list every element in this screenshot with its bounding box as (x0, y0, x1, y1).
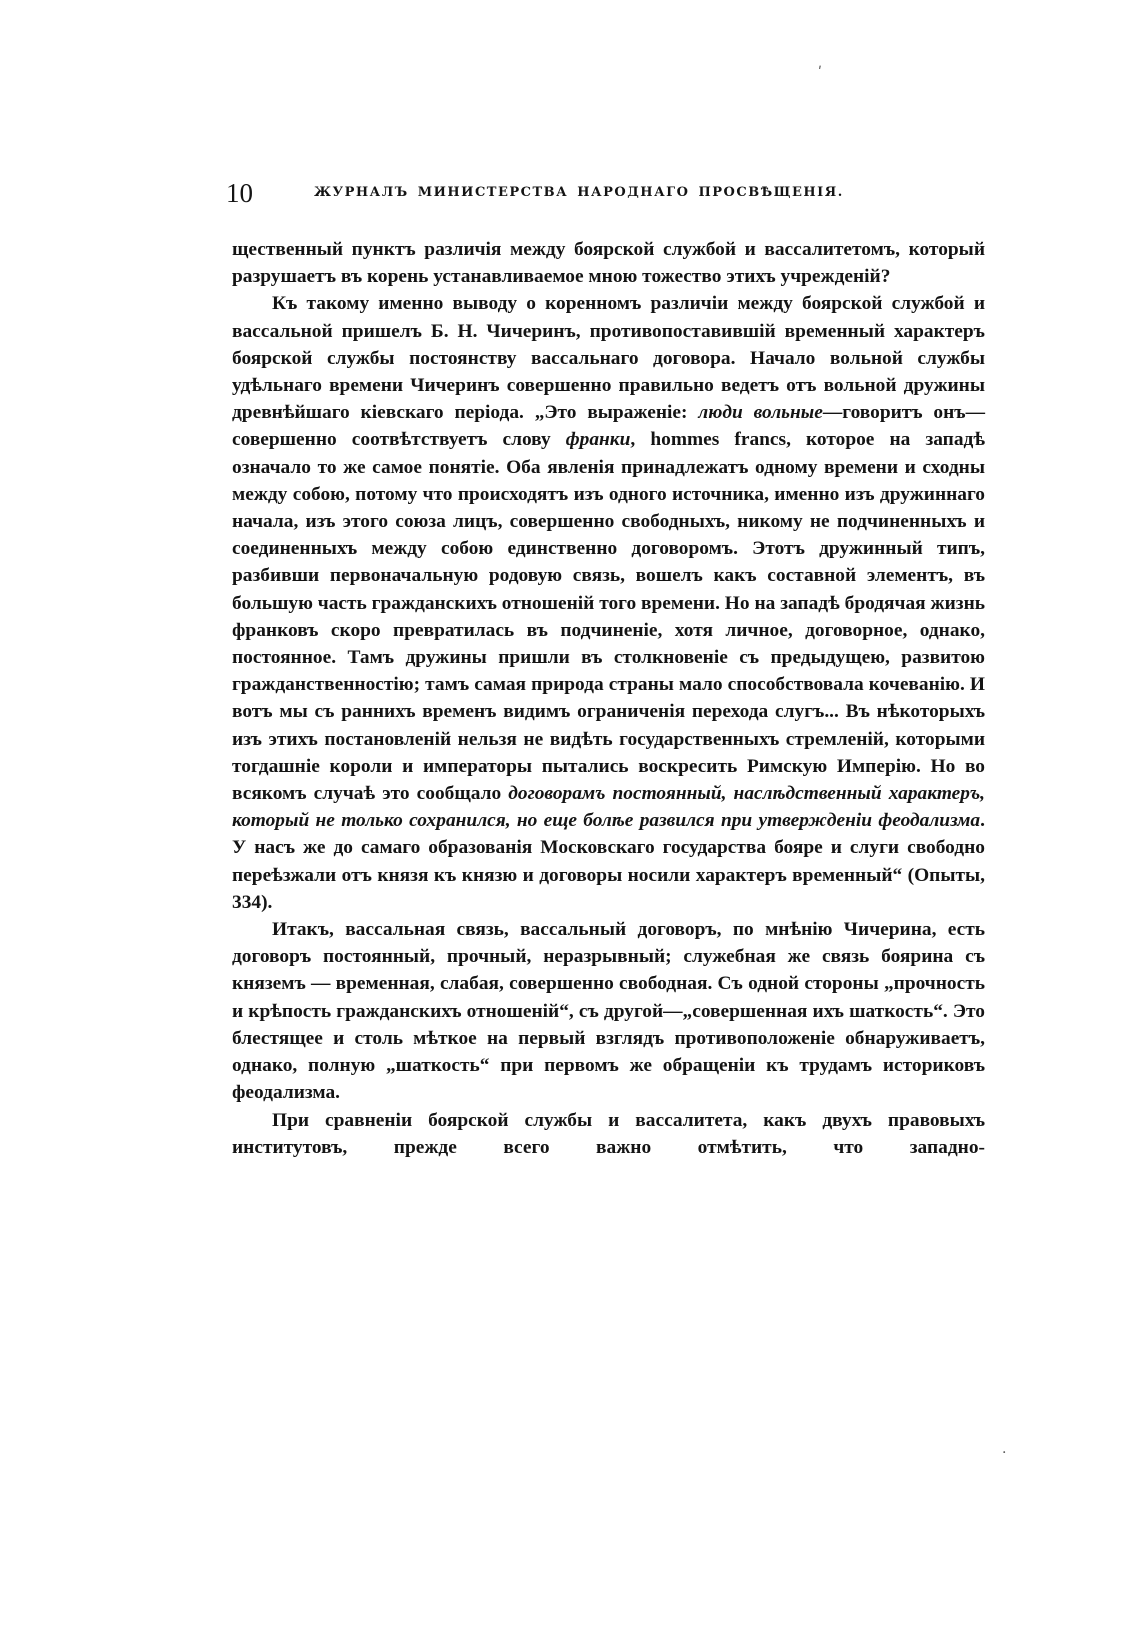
italic-passage-contracts: договорамъ постоянный, наслѣдственный характеръ, который не только сохранился, но еще болѣе развился при утвержденіи феодализма (232, 783, 986, 832)
paragraph-3: Итакъ, вассальная связь, вассальный договоръ, по мнѣнію Чичерина, есть договоръ постоянный, прочный, неразрывный; служебная же связь боярина съ княземъ — временная, слабая, совершенно свободная. Съ одной стороны „прочность и крѣпость гражданскихъ отношеній“, съ другой—„совершенная ихъ шаткость“. Это блестящее и столь мѣткое на первый взглядъ противоположеніе обнаруживаетъ, однако, полную „шаткость“ при первомъ же обращеніи къ трудамъ историковъ феодализма. (232, 919, 985, 1104)
paragraph-2-text-1: Къ такому именно выводу о коренномъ различіи между боярской службой и вассальной пришелъ Б. Н. Чичеринъ, противопоставившій временный характеръ боярской службы постоянству вассальнаго договора. Начало вольной службы удѣльнаго времени Чичеринъ совершенно правильно ведетъ отъ вольной дружины древнѣйшаго кіевскаго періода. „Это выраженіе: (232, 293, 985, 424)
paragraph-4: При сравненіи боярской службы и вассалитета, какъ двухъ правовыхъ институтовъ, прежде всего важно отмѣтить, что западно- (232, 1109, 985, 1158)
paragraph-1: щественный пунктъ различія между боярской службой и вассалитетомъ, который разрушаетъ въ корень устанавливаемое мною тожество этихъ учрежденій? (232, 239, 985, 288)
page-header (226, 176, 992, 210)
scan-speck: · (1002, 1445, 1007, 1461)
paragraph-2-text-2: —говоритъ онъ—совершенно соотвѣтствуетъ слову (232, 402, 985, 451)
paragraph-2 (232, 290, 985, 916)
italic-phrase-people-free: люди вольные (698, 402, 823, 424)
italic-word-franks: франки (565, 429, 631, 451)
paragraph-2-text-3: , hommes francs, которое на западѣ означало то же самое понятіе. Оба явленія принадлежатъ одному времени и сходны между собою, потому что происходятъ изъ одного источника, именно изъ дружиннаго начала, изъ этого союза лицъ, совершенно свободныхъ, никому не подчиненныхъ и соединенныхъ между собою единственно договоромъ. Этотъ дружинный типъ, разбивши первоначальную родовую связь, вошелъ какъ составной элементъ, въ большую часть гражданскихъ отношеній того времени. Но на западѣ бродячая жизнь франковъ скоро превратилась въ подчиненіе, хотя личное, договорное, однако, постоянное. Тамъ дружины пришли въ столкновеніе съ предыдущею, развитою гражданственностію; тамъ самая природа страны мало способствовала кочеванію. И вотъ мы съ раннихъ временъ видимъ ограниченія перехода слугъ... Въ нѣкоторыхъ изъ этихъ постановленій нельзя не видѣть государственныхъ стремленій, которыми тогдашніе короли и императоры пытались воскресить Римскую Имперію. Но во всякомъ случаѣ это сообщало (232, 429, 985, 805)
paragraph-2-text-4: . У насъ же до самаго образованія Московскаго государства бояре и слуги свободно переѣзжали отъ князя къ князю и договоры носили характеръ временный“ (Опыты, 334). (232, 810, 985, 913)
page-number: 10 (226, 178, 253, 208)
running-title: ЖУРНАЛЪ МИНИСТЕРСТВА НАРОДНАГО ПРОСВѢЩЕНІЯ. (314, 185, 844, 200)
body-text (232, 236, 985, 1161)
scan-speck: ʹ (818, 65, 822, 81)
